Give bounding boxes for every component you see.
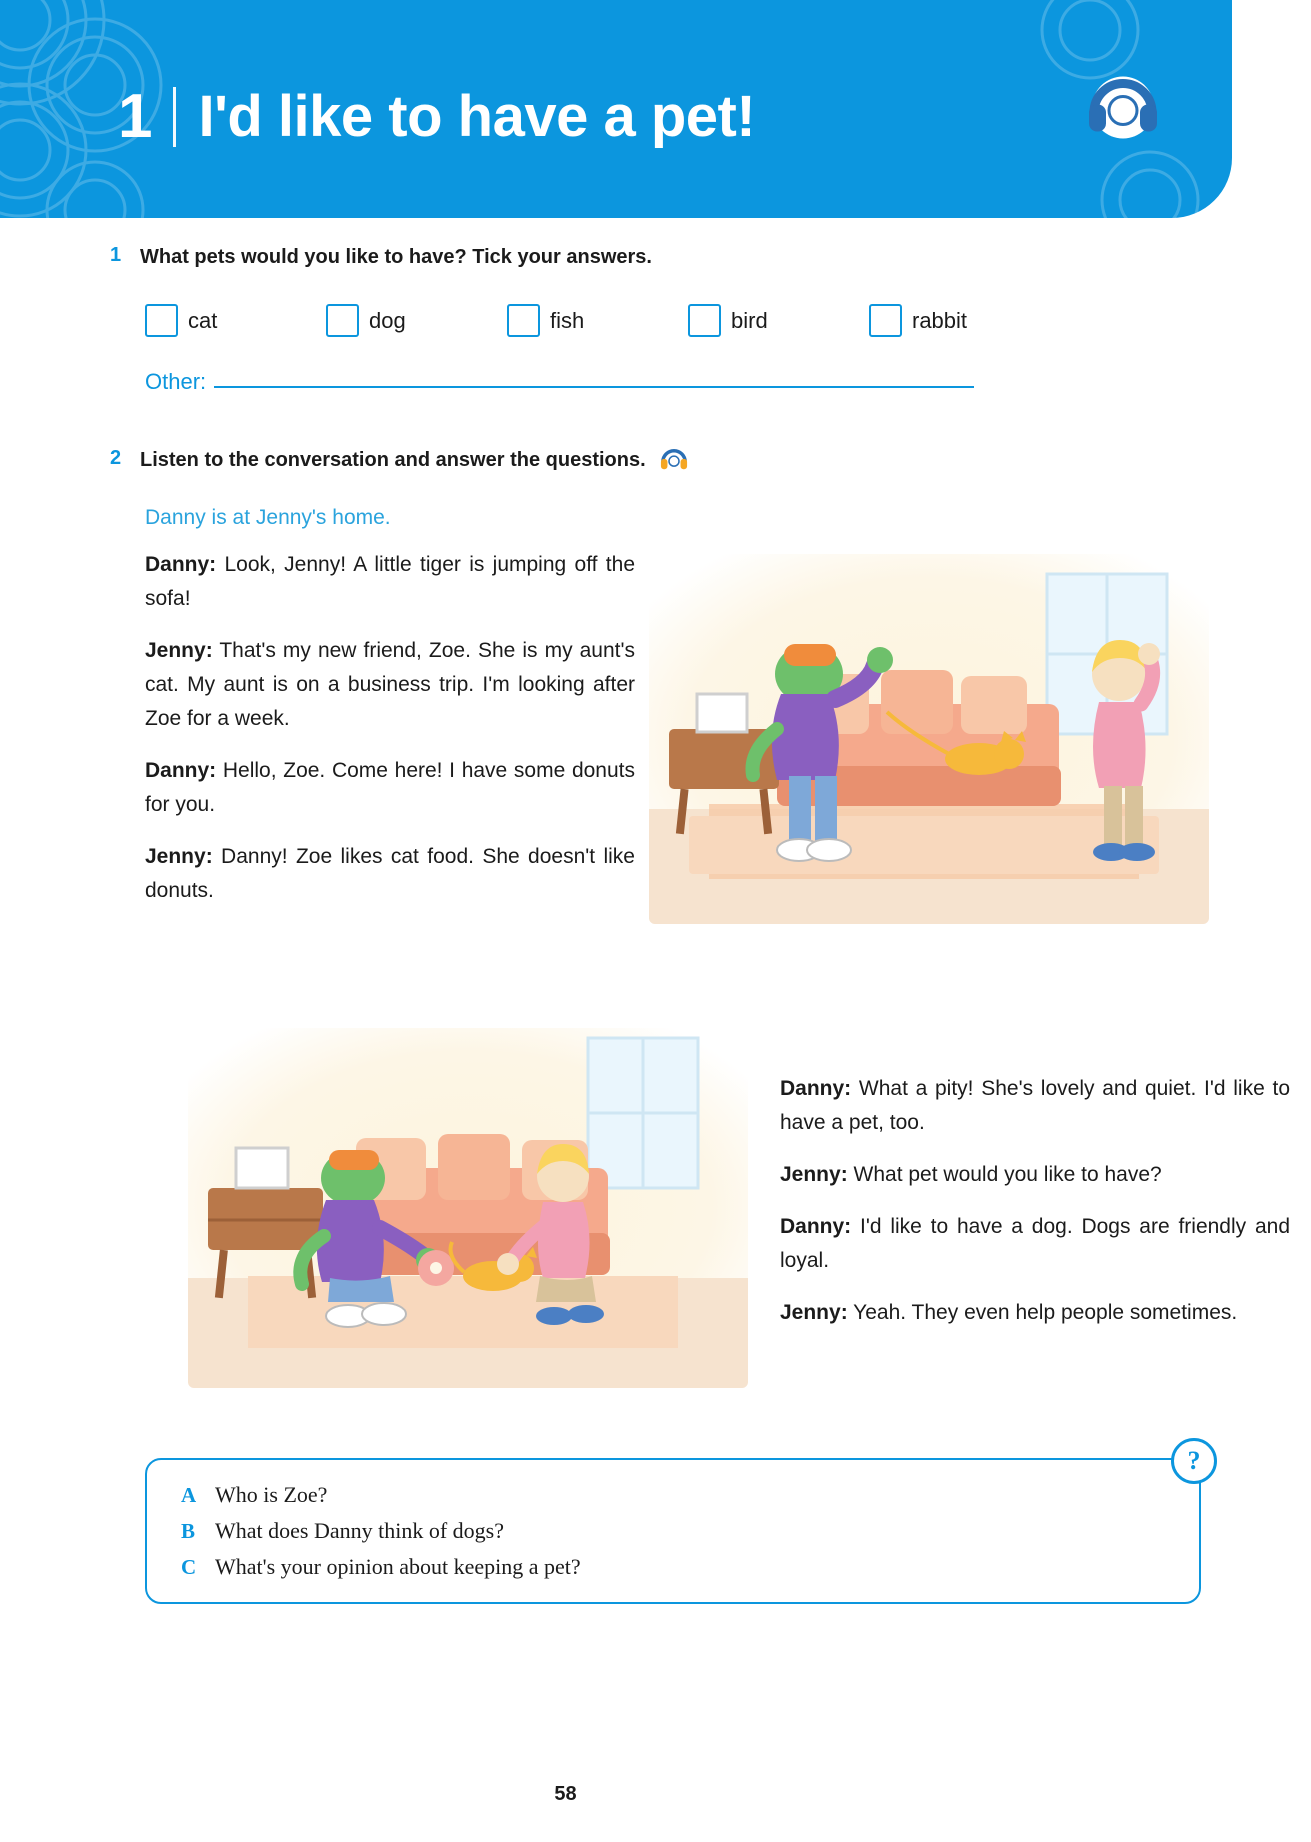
checkbox-label-rabbit: rabbit xyxy=(912,307,968,333)
task-1-number: 1 xyxy=(110,244,122,266)
dialogue-line xyxy=(145,548,635,616)
speaker-name: Danny: xyxy=(780,1077,852,1100)
dialogue-line xyxy=(780,1210,1290,1278)
task-2-number: 2 xyxy=(110,447,122,469)
checkbox-item-bird[interactable] xyxy=(688,304,869,337)
question-text: What does Danny think of dogs? xyxy=(215,1518,504,1543)
speaker-line: That's my new friend, Zoe. She is my aunt's cat. My aunt is on a business trip. I'm looking after Zoe for a week. xyxy=(145,639,635,731)
dialogue-right-column xyxy=(780,1028,1290,1330)
speaker-name: Jenny: xyxy=(145,845,213,869)
speaker-line: I'd like to have a dog. Dogs are friendly and loyal. xyxy=(780,1215,1290,1273)
headphones-icon xyxy=(1084,75,1162,146)
checkbox-item-dog[interactable] xyxy=(326,304,507,337)
dialogue-line xyxy=(780,1158,1290,1192)
speaker-line: Yeah. They even help people sometimes. xyxy=(847,1301,1238,1325)
question-letter: A xyxy=(181,1483,197,1507)
unit-number: 1 xyxy=(118,82,152,151)
question-row xyxy=(181,1518,1169,1544)
dialogue-line xyxy=(780,1072,1290,1140)
task-2-instruction-text: Listen to the conversation and answer the questions. xyxy=(140,449,646,471)
checkbox-item-rabbit[interactable] xyxy=(869,304,1050,337)
speaker-line: What pet would you like to have? xyxy=(847,1163,1162,1187)
question-text: Who is Zoe? xyxy=(215,1482,328,1507)
checkbox-label-fish: fish xyxy=(550,307,585,333)
dialogue-line xyxy=(145,840,635,908)
speaker-name: Jenny: xyxy=(780,1301,848,1325)
checkbox-item-cat[interactable] xyxy=(145,304,326,337)
task-1-instruction: What pets would you like to have? Tick your answers. xyxy=(140,246,652,268)
other-input-line[interactable] xyxy=(214,386,974,388)
dialogue-bottom-block xyxy=(110,1028,1290,1428)
questions-box xyxy=(145,1446,1201,1604)
other-label: Other: xyxy=(145,369,207,394)
dialogue-line xyxy=(145,754,635,822)
checkbox-label-cat: cat xyxy=(188,307,218,333)
speaker-line: Look, Jenny! A little tiger is jumping off the sofa! xyxy=(145,553,635,611)
unit-header-banner xyxy=(0,0,1232,218)
dialogue-line xyxy=(780,1296,1290,1330)
speaker-name: Jenny: xyxy=(780,1163,848,1187)
question-mark-badge: ? xyxy=(1171,1438,1217,1484)
living-room-sitting-with-cat-illustration xyxy=(188,1028,748,1388)
header-divider xyxy=(173,87,176,147)
checkbox-bird[interactable] xyxy=(688,304,721,337)
checkbox-fish[interactable] xyxy=(507,304,540,337)
dialogue-left-column xyxy=(145,548,635,908)
dialogue-top-block xyxy=(110,548,1211,1018)
checkbox-dog[interactable] xyxy=(326,304,359,337)
speaker-name: Danny: xyxy=(145,759,217,783)
speaker-line: Danny! Zoe likes cat food. She doesn't like donuts. xyxy=(145,845,635,903)
dialogue-line xyxy=(145,634,635,736)
speaker-line: Hello, Zoe. Come here! I have some donuts for you. xyxy=(145,759,635,817)
question-text: What's your opinion about keeping a pet? xyxy=(215,1554,581,1579)
scene-intro: Danny is at Jenny's home. xyxy=(145,506,391,529)
checkbox-item-fish[interactable] xyxy=(507,304,688,337)
checkbox-rabbit[interactable] xyxy=(869,304,902,337)
page-number: 58 xyxy=(554,1783,577,1805)
speaker-line: What a pity! She's lovely and quiet. I'd like to have a pet, too. xyxy=(780,1077,1290,1135)
question-letter: C xyxy=(181,1555,197,1579)
headphones-icon xyxy=(659,447,689,480)
task-2-instruction xyxy=(140,447,1211,480)
checkbox-cat[interactable] xyxy=(145,304,178,337)
other-answer-row xyxy=(145,369,1211,395)
question-row xyxy=(181,1554,1169,1580)
checkbox-label-dog: dog xyxy=(369,307,406,333)
question-row xyxy=(181,1482,1169,1508)
task-1 xyxy=(0,244,1311,395)
speaker-name: Danny: xyxy=(145,553,217,576)
page-title: I'd like to have a pet! xyxy=(198,84,756,149)
pet-checkbox-row xyxy=(145,304,1211,337)
speaker-name: Jenny: xyxy=(145,639,213,663)
task-2 xyxy=(0,447,1311,1428)
page-body xyxy=(0,218,1311,1604)
question-letter: B xyxy=(181,1519,196,1543)
speaker-name: Danny: xyxy=(780,1215,852,1239)
living-room-cat-jumping-illustration xyxy=(649,554,1209,924)
checkbox-label-bird: bird xyxy=(731,307,768,333)
